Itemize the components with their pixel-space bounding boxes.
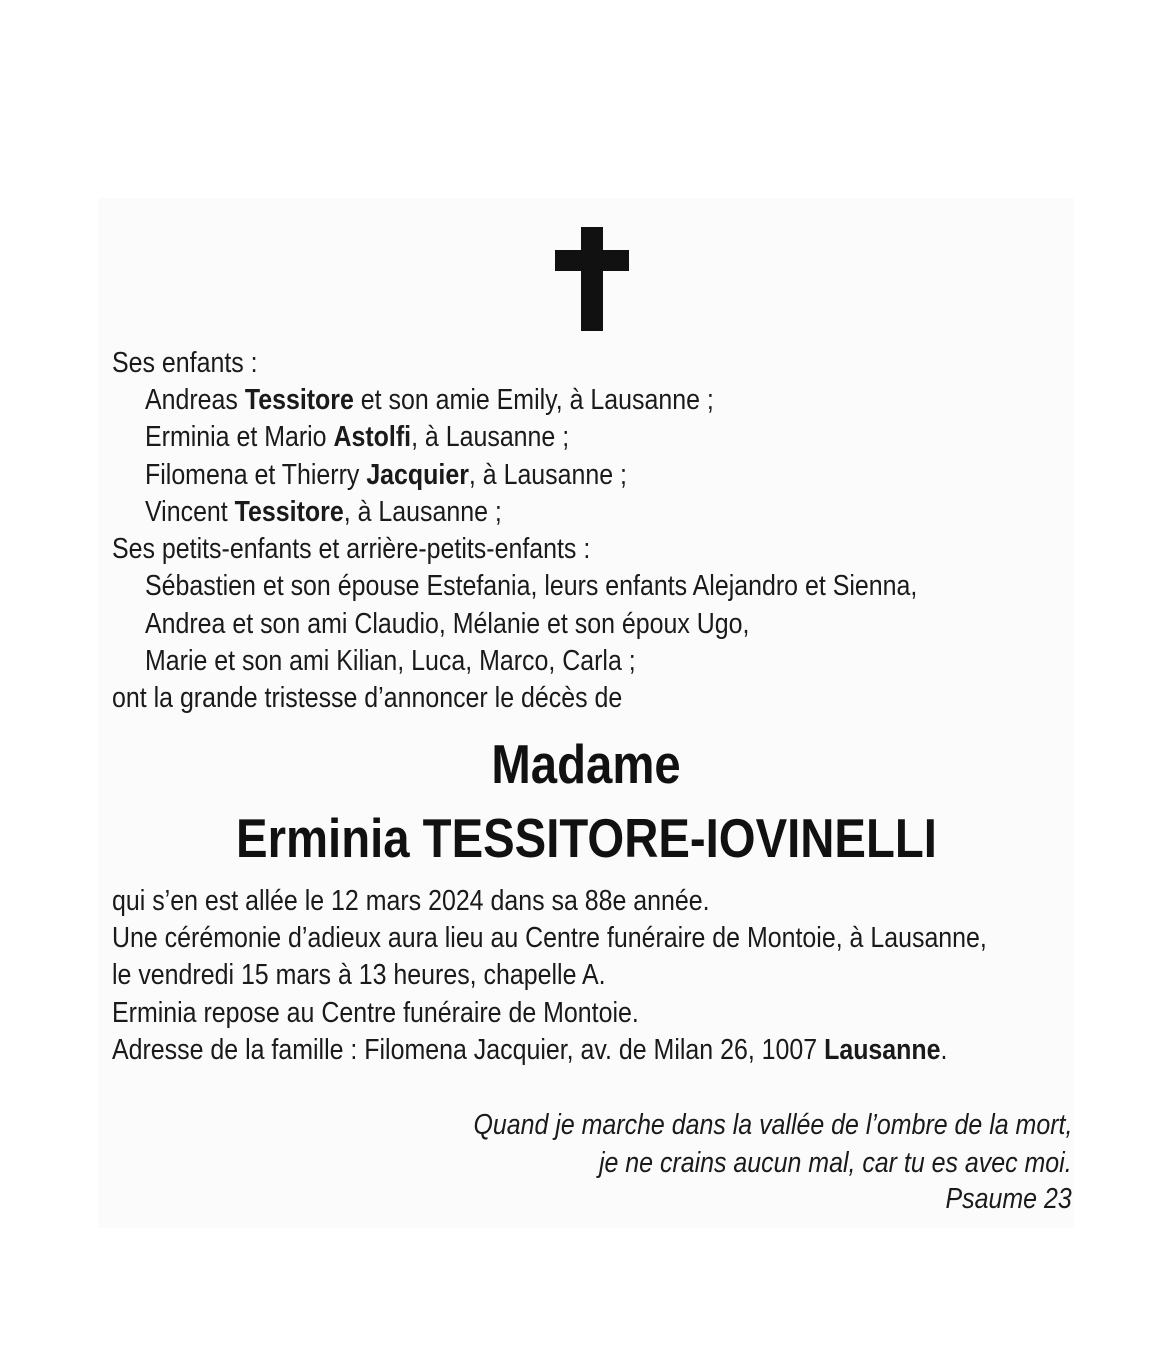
- grandchildren-line: Marie et son ami Kilian, Luca, Marco, Carla ;: [145, 645, 636, 677]
- quote-source: Psaume 23: [945, 1183, 1072, 1215]
- announcement-text: ont la grande tristesse d’annoncer le décès de: [112, 682, 623, 714]
- deceased-name: Erminia TESSITORE-IOVINELLI: [235, 807, 937, 869]
- child-line: Vincent Tessitore, à Lausanne ;: [145, 496, 502, 528]
- detail-line: le vendredi 15 mars à 13 heures, chapelle A.: [112, 959, 606, 991]
- quote-line: Quand je marche dans la vallée de l’ombre de la mort,: [473, 1109, 1072, 1141]
- grandchildren-line: Andrea et son ami Claudio, Mélanie et son époux Ugo,: [145, 608, 750, 640]
- cross-icon: [555, 227, 629, 331]
- child-line: Erminia et Mario Astolfi, à Lausanne ;: [145, 421, 570, 453]
- grandchildren-line: Sébastien et son épouse Estefania, leurs enfants Alejandro et Sienna,: [145, 570, 918, 602]
- family-address: Adresse de la famille : Filomena Jacquier, av. de Milan 26, 1007 Lausanne.: [112, 1034, 948, 1066]
- children-heading: Ses enfants :: [112, 347, 258, 379]
- grandchildren-heading: Ses petits-enfants et arrière-petits-enfants :: [112, 533, 591, 565]
- child-line: Filomena et Thierry Jacquier, à Lausanne ;: [145, 459, 628, 491]
- detail-line: Une cérémonie d’adieux aura lieu au Centre funéraire de Montoie, à Lausanne,: [112, 922, 987, 954]
- deceased-title: Madame: [491, 733, 681, 795]
- detail-line: Erminia repose au Centre funéraire de Montoie.: [112, 997, 639, 1029]
- child-line: Andreas Tessitore et son amie Emily, à Lausanne ;: [145, 384, 714, 416]
- quote-line: je ne crains aucun mal, car tu es avec moi.: [599, 1147, 1072, 1179]
- detail-line: qui s’en est allée le 12 mars 2024 dans sa 88e année.: [112, 885, 710, 917]
